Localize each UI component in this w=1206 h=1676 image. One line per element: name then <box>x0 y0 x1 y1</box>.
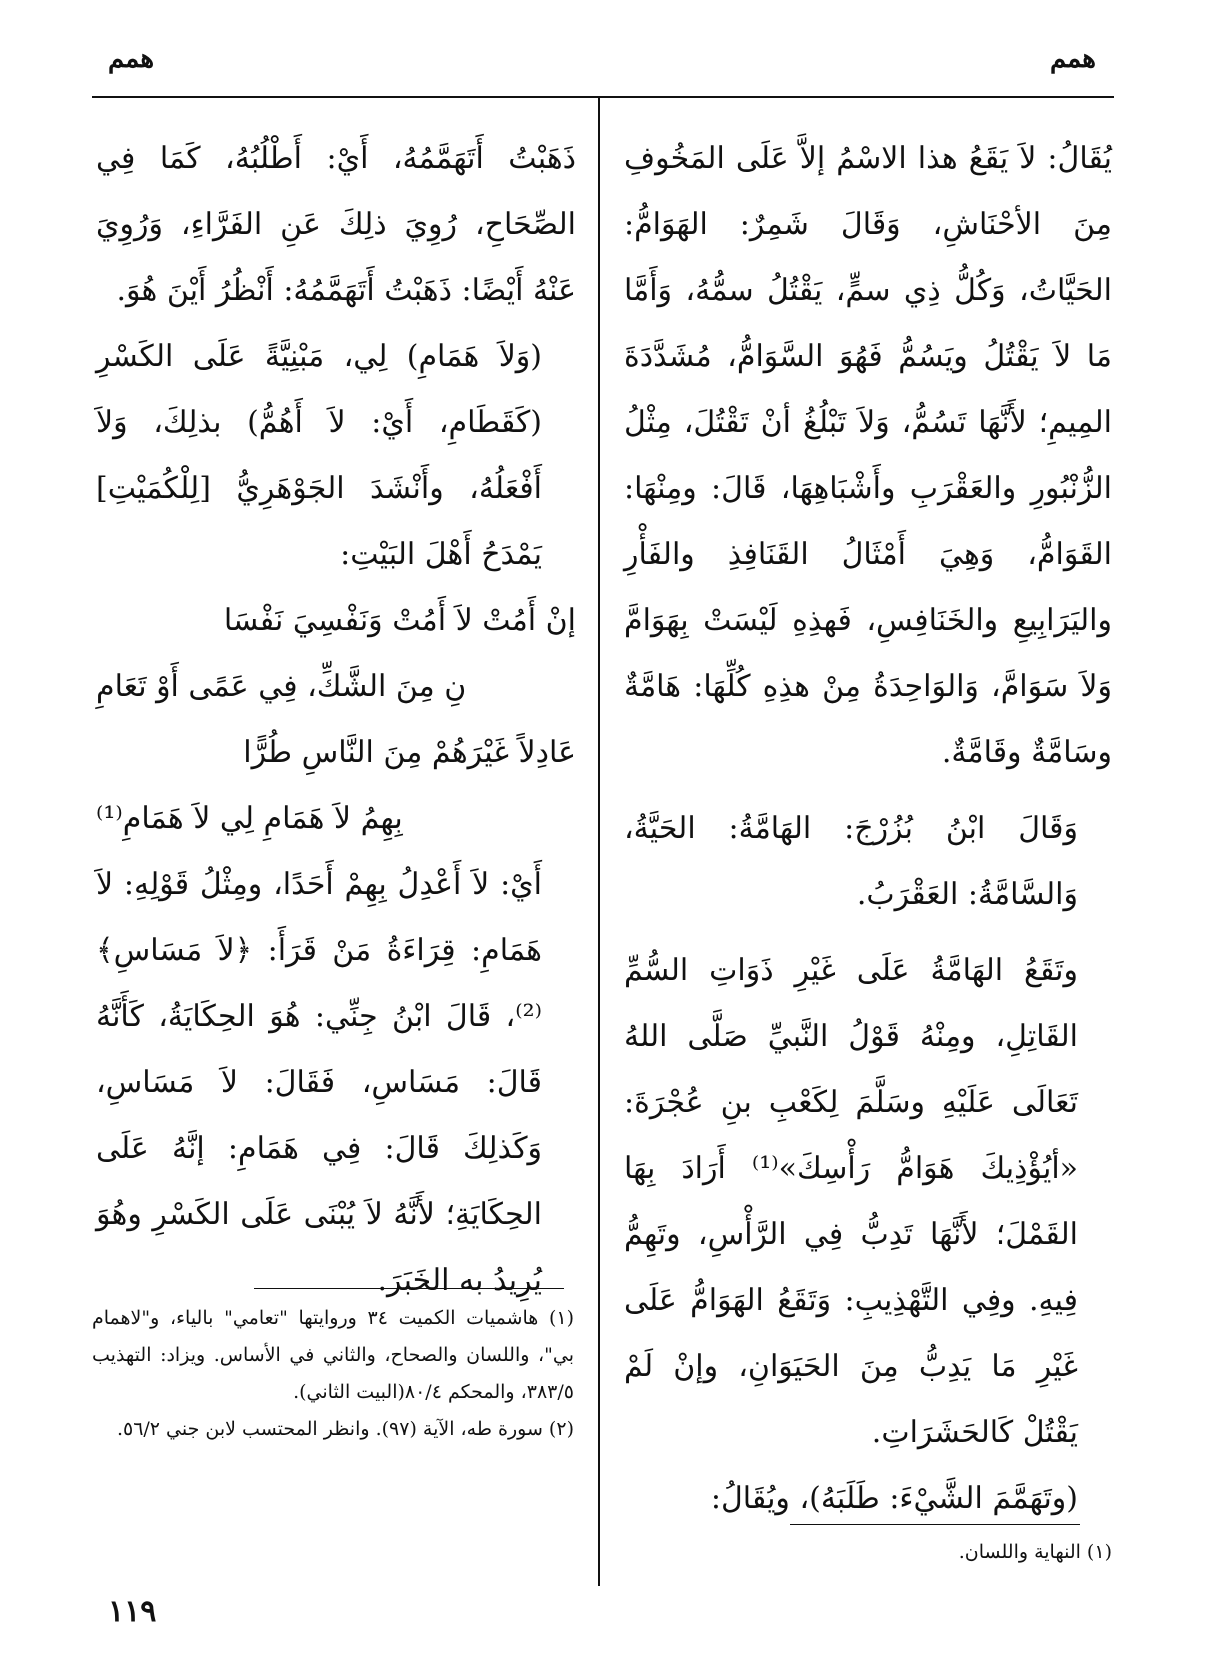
right-paragraph-4: (وتَهَمَّمَ الشَّيْءَ: طَلَبَهُ)، ويُقَالُ: <box>710 1481 1078 1516</box>
right-paragraph-1: يُقَالُ: لاَ يَقَعُ هذا الاسْمُ إلاَّ عَلَى المَخُوفِ مِنَ الأحْنَاشِ، وَقَالَ شَمِرٌ: الهَوَامُّ: الحَيَّاتُ، وَكُلُّ ذِي سمٍّ، يَقْتُلُ سمُّهُ، وَأَمَّا مَا لاَ يَقْتُلُ ويَسُمُّ فَهُوَ السَّوَامُّ، مُشَدَّدَةَ المِيمِ؛ لأَنَّهَا تَسُمُّ، وَلاَ تَبْلُغُ أنْ تَقْتُلَ، مِثْلُ الزُّنْبُورِ والعَقْرَبِ وأَشْبَاهِهَا، قَالَ: ومِنْهَا: القَوَامُّ، وَهِيَ أَمْثَالُ القَنَافِذِ والفَأْرِ واليَرَابِيعِ والخَنَافِسِ، فَهذِهِ لَيْسَتْ بِهَوَامَّ وَلاَ سَوَامَّ، وَالوَاحِدَةُ مِنْ هذِهِ كُلِّهَا: هَامَّةٌ وسَامَّةٌ وقَامَّةٌ. <box>624 141 1112 770</box>
left-paragraph-1: ذَهَبْتُ أَتَهَمَّمُهُ، أَيْ: أَطْلُبُهُ، كَمَا فِي الصِّحَاحِ، رُوِيَ ذلِكَ عَنِ الفَرَّاءِ، وَرُوِيَ عَنْهُ أَيْضًا: ذَهَبْتُ أَتَهَمَّمُهُ: أَنْظُرُ أَيْنَ هُوَ. <box>96 141 576 308</box>
footnote-right-1: (١) النهاية واللسان. <box>958 1541 1112 1563</box>
running-header-right: همم <box>1049 44 1096 74</box>
verse-2-first-hemistich: عَادِلاً غَيْرَهُمْ مِنَ النَّاسِ طُرًّا <box>243 735 576 770</box>
right-column <box>624 126 1112 1532</box>
page-number: ١١٩ <box>108 1594 157 1629</box>
running-header-left: همم <box>108 44 155 74</box>
column-divider <box>598 98 600 1586</box>
footnotes-right <box>790 1534 1112 1570</box>
footnotes-left <box>92 1300 574 1448</box>
footnote-left-1: (١) هاشميات الكميت ٣٤ وروايتها "تعامي" بالياء، و"لاهمام بي"، واللسان والصحاح، والثاني في الأساس. ويزاد: التهذيب ٣٨٣/٥، والمحكم ٨٠/٤(البيت الثاني). <box>92 1307 574 1403</box>
left-paragraph-2: (وَلاَ هَمَامِ) لِي، مَبْنِيَّةً عَلَى الكَسْرِ (كَقَطَامِ، أَيْ: لاَ أَهُمُّ) بذلِكَ، وَلاَ أَفْعَلُهُ، وأَنْشَدَ الجَوْهَرِيُّ [لِلْكُمَيْتِ] يَمْدَحُ أَهْلَ البَيْتِ: <box>96 339 542 572</box>
left-paragraph-3: أَيْ: لاَ أَعْدِلُ بِهِمْ أَحَدًا، ومِثْلُ قَوْلِهِ: لاَ هَمَامِ: قِرَاءَةُ مَنْ قَرَأَ: ﴿لاَ مَسَاسِ﴾⁽²⁾، قَالَ ابْنُ جِنِّي: هُوَ الحِكَايَةُ، كَأَنَّهُ قَالَ: مَسَاسِ، فَقَالَ: لاَ مَسَاسِ، وَكَذلِكَ قَالَ: فِي هَمَامِ: إنَّهُ عَلَى الحِكَايَةِ؛ لأَنَّهُ لاَ يُبْنَى عَلَى الكَسْرِ وهُوَ يُرِيدُ به الخَبَرَ. <box>96 867 542 1298</box>
verse-2-second-hemistich: بِهِمُ لاَ هَمَامِ لِي لاَ هَمَامِ⁽¹⁾ <box>96 801 403 836</box>
left-column <box>96 126 576 1314</box>
footnote-rule-left <box>254 1288 564 1289</box>
right-paragraph-2: وَقَالَ ابْنُ بُزُرْجَ: الهَامَّةُ: الحَيَّةُ، وَالسَّامَّةُ: العَقْرَبُ. <box>624 811 1078 912</box>
right-paragraph-3: وتَقَعُ الهَامَّةُ عَلَى غَيْرِ ذَوَاتِ السُّمِّ القَاتِلِ، ومِنْهُ قَوْلُ النَّبيِّ صَلَّى اللهُ تَعَالَى عَلَيْهِ وسَلَّمَ لِكَعْبِ بنِ عُجْرَةَ: «أيُؤْذِيكَ هَوَامُّ رَأْسِكَ»⁽¹⁾ أَرَادَ بِهَا القَمْلَ؛ لأَنَّهَا تَدِبُّ فِي الرَّأْسِ، وتَهِمُّ فِيهِ. وفِي التَّهْذِيبِ: وَتَقَعُ الهَوَامُّ عَلَى غَيْرِ مَا يَدِبُّ مِنَ الحَيَوَانِ، وإنْ لَمْ يَقْتُلْ كَالحَشَرَاتِ. <box>624 953 1079 1450</box>
verse-1-second-hemistich: نِ مِنَ الشَّكِّ، فِي عَمًى أَوْ تَعَامِ <box>96 669 467 704</box>
footnote-rule-right <box>790 1524 1080 1525</box>
poem-verses <box>96 588 576 852</box>
verse-1-first-hemistich: إنْ أَمُتْ لاَ أَمُتْ وَنَفْسِيَ نَفْسَا <box>223 603 576 638</box>
header-rule <box>92 96 1114 98</box>
footnote-left-2: (٢) سورة طه، الآية (٩٧). وانظر المحتسب لابن جني ٥٦/٢. <box>116 1418 574 1440</box>
